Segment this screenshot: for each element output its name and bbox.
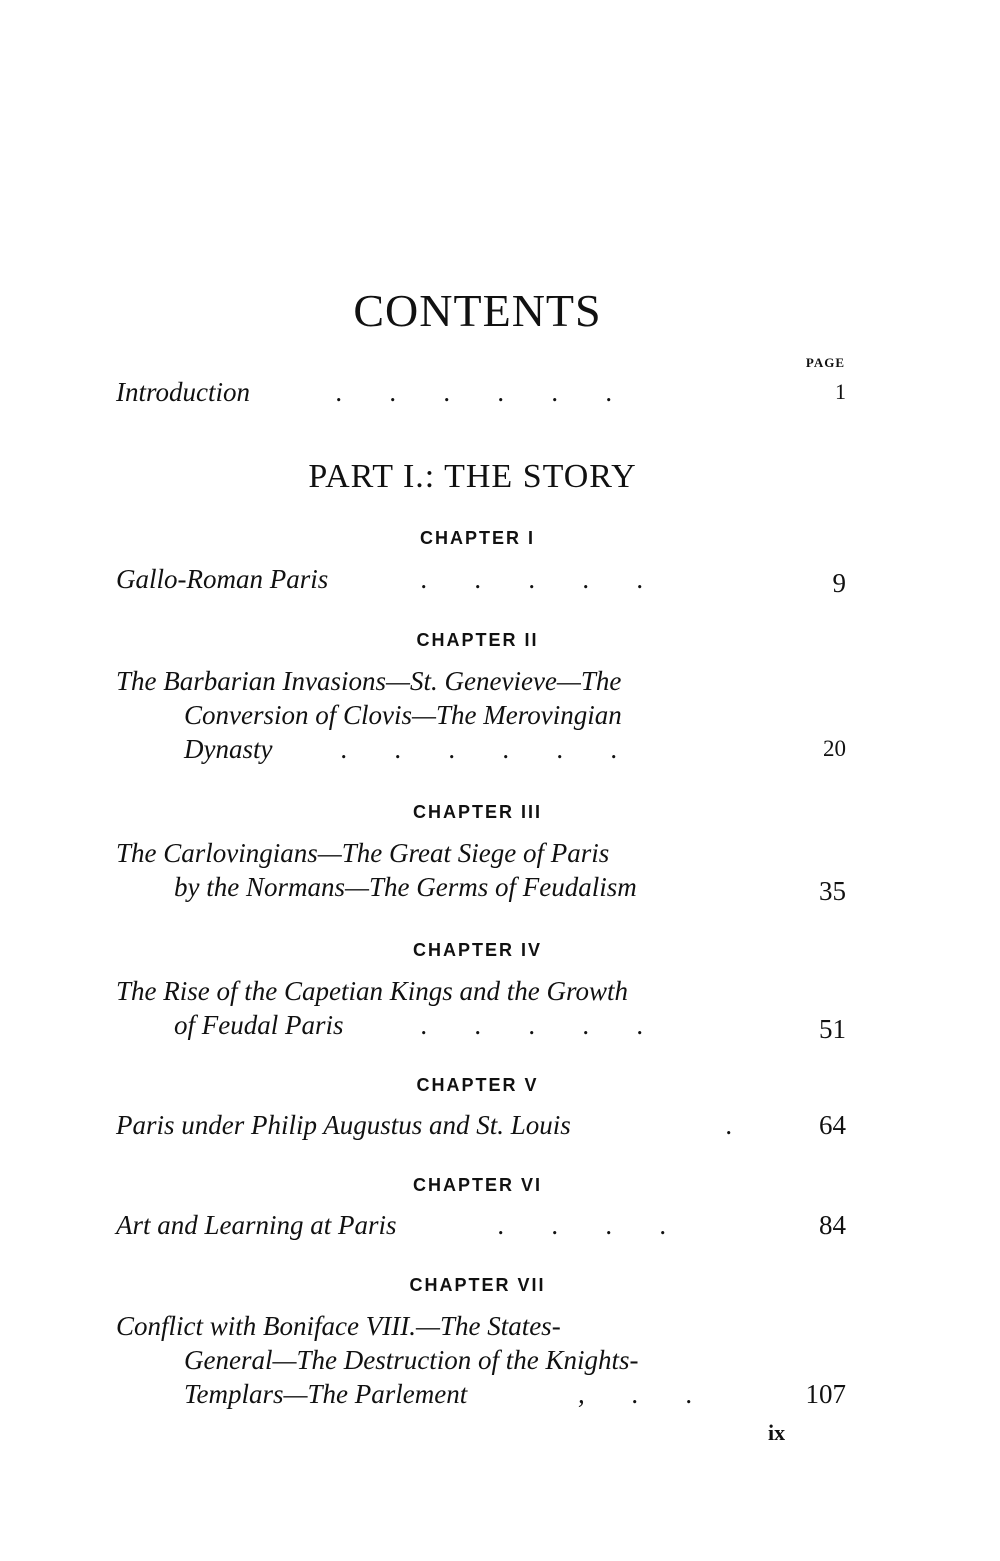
chapter-label: CHAPTER VII — [409, 1275, 546, 1295]
entry-title-line: by the Normans—The Germs of Feudalism — [174, 872, 637, 902]
entry-title-line: Conflict with Boniface VIII.—The States- — [116, 1311, 561, 1341]
toc-entry-chapter-1[interactable] — [116, 562, 846, 596]
chapter-label: CHAPTER III — [412, 802, 542, 822]
entry-title-line: Dynasty — [184, 734, 273, 764]
entry-title-line: General—The Destruction of the Knights- — [184, 1345, 639, 1375]
chapter-label: CHAPTER V — [416, 1075, 539, 1095]
entry-title: Introduction — [116, 377, 250, 407]
toc-entry-chapter-4[interactable] — [116, 974, 846, 1042]
page-number: 107 — [805, 1379, 846, 1409]
page-number: 64 — [819, 1110, 846, 1140]
leader-dots: . . . . — [498, 1210, 667, 1240]
entry-title-line: of Feudal Paris — [174, 1010, 344, 1040]
toc-entry-chapter-5[interactable] — [116, 1108, 846, 1142]
page-title: CONTENTS — [353, 285, 602, 336]
page-number: 84 — [819, 1210, 846, 1240]
leader-dots: , . . — [578, 1379, 693, 1409]
page-number: 9 — [832, 568, 846, 598]
entry-title-line: Paris under Philip Augustus and St. Louis — [116, 1110, 571, 1140]
entry-title-line: Templars—The Parlement — [184, 1379, 468, 1409]
chapter-label: CHAPTER I — [419, 528, 535, 548]
chapter-label: CHAPTER II — [416, 630, 539, 650]
entry-title-line: Conversion of Clovis—The Merovingian — [184, 700, 622, 730]
chapter-label: CHAPTER IV — [412, 940, 542, 960]
page-column-header: PAGE — [805, 355, 845, 370]
entry-title-line: The Barbarian Invasions—St. Genevieve—The — [116, 666, 622, 696]
entry-title-line: Art and Learning at Paris — [116, 1210, 397, 1240]
folio-page-number: ix — [768, 1420, 786, 1445]
leader-dots: . . . . . — [421, 564, 644, 594]
entry-title-line: The Carlovingians—The Great Siege of Paris — [116, 838, 610, 868]
page-number: 51 — [819, 1014, 846, 1044]
page-number: 1 — [835, 379, 846, 404]
leader-dots: . . . . . . — [341, 734, 618, 764]
leader-dots: . . . . . . — [336, 377, 613, 407]
part-heading: PART I.: THE STORY — [308, 458, 637, 495]
toc-entry-chapter-3[interactable] — [116, 836, 846, 904]
leader-dots: . . . . . — [421, 1010, 644, 1040]
toc-entry-introduction[interactable] — [116, 375, 846, 409]
leader-dots: . — [726, 1110, 733, 1140]
entry-title-line: The Rise of the Capetian Kings and the Growth — [116, 976, 628, 1006]
page-number: 35 — [819, 876, 846, 906]
entry-title-line: Gallo-Roman Paris — [116, 564, 329, 594]
toc-entry-chapter-7[interactable] — [116, 1309, 846, 1411]
toc-entry-chapter-2[interactable] — [116, 664, 846, 766]
page-number: 20 — [823, 736, 846, 761]
toc-entry-chapter-6[interactable] — [116, 1208, 846, 1242]
chapter-label: CHAPTER VI — [412, 1175, 542, 1195]
